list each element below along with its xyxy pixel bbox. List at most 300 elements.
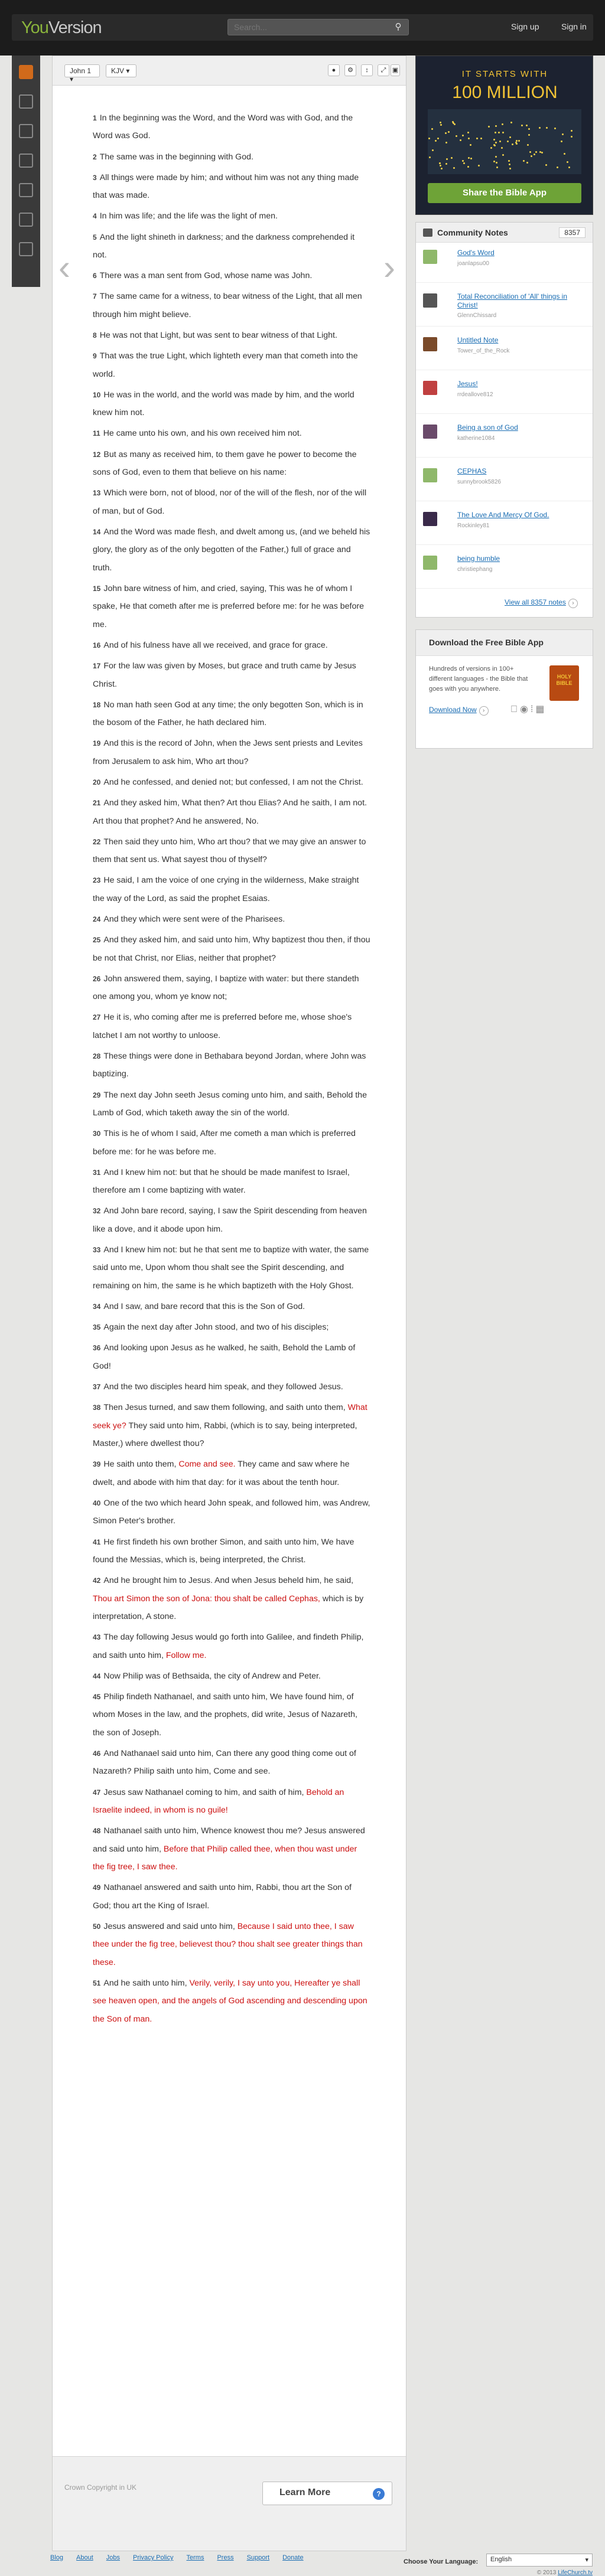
verse-number: 2 (93, 152, 97, 161)
map-dot (523, 160, 525, 162)
verse-text: The same came for a witness, to bear witness of the Light, that all men through him might believe. (93, 292, 362, 319)
reader-footer (53, 2456, 406, 2551)
view-all-notes-link[interactable] (505, 598, 578, 608)
verse-35[interactable] (93, 1318, 370, 1336)
map-dot (495, 142, 497, 143)
map-dot (467, 132, 469, 133)
avatar (423, 250, 437, 264)
verse-50[interactable] (93, 1918, 370, 1971)
verse-43[interactable] (93, 1628, 370, 1664)
verse-18[interactable] (93, 696, 370, 732)
footer-link-donate[interactable]: Donate (282, 2554, 304, 2561)
apple-icon (510, 704, 520, 714)
map-dot (546, 127, 548, 129)
verse-text: Nathanael saith unto him, Whence knowest thou me? Jesus answered and said unto him, (93, 1826, 365, 1854)
map-dot (516, 143, 518, 145)
platform-icons (510, 703, 547, 715)
verse-number: 46 (93, 1749, 101, 1758)
blackberry-icon: ⁞ (521, 704, 526, 714)
verse-42[interactable] (93, 1572, 370, 1625)
verse-text: He came unto his own, and his own received him not. (103, 429, 302, 439)
map-dot (476, 138, 478, 139)
note-item[interactable] (416, 286, 593, 327)
verse-34[interactable] (93, 1298, 370, 1315)
verse-text: Jesus saw Nathanael coming to him, and saith of him, (103, 1787, 307, 1797)
share-icon[interactable]: ▣ (391, 64, 400, 76)
map-dot (508, 160, 510, 162)
verse-30[interactable] (93, 1125, 370, 1161)
learn-more-button[interactable] (262, 2482, 392, 2505)
verse-text: And Nathanael said unto him, Can there any good thing come out of Nazareth? Philip saith unto him, Come and see. (93, 1748, 356, 1777)
note-title[interactable]: Untitled Note (457, 336, 499, 344)
verse-text: And they which were sent were of the Pharisees. (103, 914, 285, 924)
verse-number: 33 (93, 1246, 101, 1255)
verse-number: 40 (93, 1498, 101, 1507)
top-bar-inner (12, 14, 593, 41)
verse-40[interactable] (93, 1494, 370, 1530)
map-dot (441, 168, 443, 169)
map-dot (478, 165, 480, 166)
map-dot (453, 167, 455, 169)
verse-number: 31 (93, 1168, 101, 1177)
map-dot (528, 134, 530, 136)
verse-number: 37 (93, 1383, 101, 1392)
verse-28[interactable] (93, 1047, 370, 1083)
verse-number: 10 (93, 390, 101, 399)
verse-number: 25 (93, 936, 101, 945)
verse-number: 51 (93, 1978, 101, 1987)
verse-text: The day following Jesus would go forth into Galilee, and findeth Philip, and saith unto him, (93, 1633, 364, 1660)
verse-number: 35 (93, 1323, 101, 1332)
verse-text: And the Word was made flesh, and dwelt among us, (and we beheld his glory, the glory as of the only begotten of the Father,) full of grace and truth. (93, 527, 370, 573)
map-dot (502, 123, 503, 125)
youversion-logo[interactable] (21, 18, 102, 38)
map-dot (509, 168, 511, 169)
map-dot (445, 163, 447, 165)
verse-text: which is by interpretation, A stone. (93, 1594, 364, 1621)
verse-5[interactable] (93, 228, 370, 265)
live-icon[interactable] (19, 213, 33, 227)
verse-number: 7 (93, 292, 97, 301)
verse-number: 49 (93, 1883, 101, 1892)
videos-icon[interactable] (19, 124, 33, 138)
verse-7[interactable] (93, 288, 370, 324)
map-dot (568, 166, 570, 168)
map-dot (571, 136, 573, 138)
verse-20[interactable] (93, 773, 370, 791)
download-now-label: Download Now (429, 706, 477, 714)
verse-17[interactable] (93, 657, 370, 693)
verse-number: 18 (93, 700, 101, 709)
note-title[interactable]: CEPHAS (457, 467, 487, 475)
settings-icon[interactable]: ⚙ (344, 64, 356, 76)
verse-text: And looking upon Jesus as he walked, he saith, Behold the Lamb of God! (93, 1343, 356, 1371)
verse-41[interactable] (93, 1533, 370, 1569)
note-item[interactable] (416, 374, 593, 414)
verse-number: 19 (93, 739, 101, 748)
map-dot (557, 166, 558, 168)
verse-number: 24 (93, 915, 101, 923)
verse-text: One of the two which heard John speak, and followed him, was Andrew, Simon Peter's brother. (93, 1498, 370, 1526)
verse-text: There was a man sent from God, whose name was John. (99, 271, 313, 281)
verse-text: These things were done in Bethabara beyond Jordan, where John was baptizing. (93, 1052, 366, 1079)
verse-text: Again the next day after John stood, and two of his disciples; (103, 1323, 329, 1333)
map-dot (439, 162, 441, 164)
verse-number: 23 (93, 876, 101, 885)
verse-44[interactable] (93, 1667, 370, 1685)
verse-number: 42 (93, 1576, 101, 1585)
notes-icon (423, 228, 432, 237)
footer-link-press[interactable]: Press (217, 2554, 234, 2561)
words-of-jesus: What seek ye? (93, 1403, 367, 1431)
sign-up-link[interactable]: Sign up (511, 22, 539, 31)
map-dot (498, 132, 500, 133)
bible-icon[interactable] (19, 65, 33, 79)
note-user: sunnybrook5826 (457, 479, 501, 485)
map-dot (440, 124, 442, 126)
share-bible-app-button[interactable]: Share the Bible App (428, 183, 581, 203)
notes-count-badge: 8357 (559, 227, 586, 238)
promo-line1: IT STARTS WITH (461, 69, 548, 79)
map-dot (502, 132, 504, 133)
note-item[interactable] (416, 461, 593, 501)
verse-number: 30 (93, 1129, 101, 1138)
community-notes-panel (415, 222, 593, 618)
verse-number: 27 (93, 1013, 101, 1022)
footer-link-jobs[interactable]: Jobs (106, 2554, 121, 2561)
verse-9[interactable] (93, 347, 370, 383)
footer-link-blog[interactable]: Blog (50, 2554, 64, 2561)
verse-text: And the two disciples heard him speak, and they followed Jesus. (103, 1382, 343, 1392)
verse-text: Which were born, not of blood, nor of the will of the flesh, nor of the will of man, but of God. (93, 488, 367, 516)
version-select[interactable]: KJV ▾ (106, 64, 136, 77)
verse-number: 20 (93, 778, 101, 786)
verse-number: 36 (93, 1344, 101, 1353)
map-dot (468, 138, 470, 139)
verse-text: They came and saw where he dwelt, and abode with him that day: for it was about the tenth hour. (93, 1460, 350, 1487)
map-dot (480, 138, 482, 139)
map-dot (495, 125, 497, 127)
verse-text: John bare witness of him, and cried, saying, This was he of whom I spake, He that cometh after me is preferred before me: for he was before me. (93, 583, 364, 629)
logo-version: Version (48, 18, 102, 37)
verse-39[interactable] (93, 1455, 370, 1491)
map-dot (460, 139, 461, 141)
verse-6[interactable] (93, 267, 370, 285)
verse-number: 41 (93, 1537, 101, 1546)
community-notes-header (416, 223, 593, 243)
question-icon: ? (373, 2488, 385, 2500)
verse-21[interactable] (93, 794, 370, 830)
map-dot (429, 156, 431, 158)
chapter-text (93, 109, 370, 2031)
world-map-dots (428, 109, 581, 174)
verse-text: And he confessed, and denied not; but confessed, I am not the Christ. (103, 777, 363, 787)
verse-number: 44 (93, 1671, 101, 1680)
verse-text: And I saw, and bare record that this is the Son of God. (103, 1302, 305, 1312)
avatar (423, 293, 437, 308)
verse-number: 12 (93, 450, 101, 459)
plans-icon[interactable] (19, 94, 33, 109)
verse-text: Now Philip was of Bethsaida, the city of Andrew and Peter. (103, 1671, 321, 1681)
version-select-value: KJV (111, 67, 125, 75)
map-dot (456, 135, 457, 137)
words-of-jesus: Come and see. (178, 1460, 236, 1470)
footer-link-about[interactable]: About (76, 2554, 93, 2561)
verse-text: He it is, who coming after me is preferred before me, whose shoe's latchet I am not worthy to unloose. (93, 1013, 352, 1040)
fullscreen-icon[interactable]: ⤢ (378, 64, 389, 76)
verse-text: And I knew him not: but that he should be made manifest to Israel, therefore am I come baptizing with water. (93, 1167, 350, 1196)
verse-36[interactable] (93, 1339, 370, 1375)
verse-number: 45 (93, 1692, 101, 1701)
words-of-jesus: Thou art Simon the son of Jona: thou shalt be called Cephas, (93, 1594, 320, 1604)
map-dot (488, 126, 490, 128)
avatar (423, 381, 437, 395)
promo-line2: 100 MILLION (452, 83, 558, 102)
verse-49[interactable] (93, 1879, 370, 1915)
verse-text: And they asked him, What then? Art thou Elias? And he saith, I am not. Art thou that prophet? And he answered, No. (93, 798, 367, 826)
verse-text: The next day John seeth Jesus coming unto him, and saith, Behold the Lamb of God, which taketh away the sin of the world. (93, 1090, 367, 1118)
verse-26[interactable] (93, 970, 370, 1006)
verse-text: And they asked him, and said unto him, Why baptizest thou then, if thou be not that Christ, nor Elias, neither that prophet? (93, 935, 370, 963)
map-dot (495, 132, 496, 133)
map-dot (440, 165, 441, 166)
verse-number: 17 (93, 662, 101, 671)
verse-number: 8 (93, 331, 97, 340)
map-dot (529, 151, 531, 153)
avatar (423, 556, 437, 570)
verse-text: Then said they unto him, Who art thou? that we may give an answer to them that sent us. What sayest thou of thyself? (93, 837, 366, 865)
parallel-icon[interactable]: ↕ (361, 64, 373, 76)
map-dot (448, 131, 450, 133)
verse-1[interactable] (93, 109, 370, 145)
prev-chapter-arrow[interactable]: ‹ (58, 247, 70, 287)
learn-more-label: Learn More (279, 2487, 331, 2497)
verse-text: All things were made by him; and without him was not any thing made that was made. (93, 172, 359, 201)
search-icon[interactable]: ⚲ (395, 22, 402, 32)
map-dot (496, 166, 498, 168)
map-dot (470, 158, 472, 159)
verse-48[interactable] (93, 1822, 370, 1876)
footer-link-privacy-policy[interactable]: Privacy Policy (133, 2554, 174, 2561)
map-dot (431, 128, 433, 130)
map-dot (445, 142, 447, 143)
verse-15[interactable] (93, 580, 370, 634)
book-select-value: John 1 (70, 67, 92, 75)
map-dot (501, 147, 503, 149)
verse-text: In him was life; and the life was the light of men. (99, 211, 278, 221)
verse-text: Jesus answered and said unto him, (103, 1921, 238, 1931)
sign-in-link[interactable]: Sign in (561, 22, 587, 31)
map-dot (554, 128, 556, 129)
language-select[interactable] (486, 2554, 593, 2567)
note-item[interactable] (416, 330, 593, 370)
verse-14[interactable] (93, 523, 370, 577)
verse-text: They said unto him, Rabbi, (which is to say, being interpreted, Master,) where dwellest thou? (93, 1421, 357, 1449)
verse-number: 50 (93, 1922, 101, 1931)
verse-number: 16 (93, 641, 101, 649)
verse-2[interactable] (93, 148, 370, 166)
verse-text: And the light shineth in darkness; and the darkness comprehended it not. (93, 232, 355, 260)
verse-19[interactable] (93, 734, 370, 770)
verse-text: Philip findeth Nathanael, and saith unto him, We have found him, of whom Moses in the law, and the prophets, did write, Jesus of Nazareth, the son of Joseph. (93, 1692, 357, 1738)
verse-number: 22 (93, 837, 101, 846)
map-dot (539, 151, 541, 153)
language-select-value: English (490, 2556, 512, 2563)
note-user: Rockinley81 (457, 523, 490, 529)
chevron-down-icon: ▾ (585, 2557, 588, 2564)
verse-number: 21 (93, 799, 101, 808)
book-select[interactable]: John 1 ▾ (64, 64, 100, 77)
note-title[interactable]: being humble (457, 554, 500, 563)
map-dot (531, 155, 532, 157)
verse-text: And I knew him not: but he that sent me to baptize with water, the same said unto me, Upon whom thou shalt see the Spirit descending, and remaining on him, the same is he which baptizeth with the Holy Ghost. (93, 1245, 369, 1291)
verse-text: He first findeth his own brother Simon, and saith unto him, We have found the Messias, which is, being interpreted, the Christ. (93, 1537, 354, 1565)
download-description: Hundreds of versions in 100+ different languages - the Bible that goes with you anywhere. (429, 665, 528, 693)
map-dot (495, 156, 497, 158)
note-item[interactable] (416, 548, 593, 589)
verse-text: He was not that Light, but was sent to bear witness of that Light. (99, 331, 337, 341)
map-dot (440, 122, 441, 123)
verse-number: 39 (93, 1460, 101, 1469)
verse-text: For the law was given by Moses, but grace and truth came by Jesus Christ. (93, 661, 356, 689)
note-user: christiephang (457, 566, 493, 573)
mobile-icon[interactable] (19, 242, 33, 256)
verse-text: But as many as received him, to them gave he power to become the sons of God, even to them that believe on his name: (93, 449, 357, 478)
audio-icon[interactable]: ● (328, 64, 340, 76)
verse-11[interactable] (93, 425, 370, 442)
verse-number: 5 (93, 233, 97, 241)
map-dot (462, 160, 464, 162)
verse-37[interactable] (93, 1378, 370, 1396)
verse-46[interactable] (93, 1745, 370, 1781)
verse-13[interactable] (93, 484, 370, 520)
avatar (423, 337, 437, 351)
verse-33[interactable] (93, 1241, 370, 1295)
verse-24[interactable] (93, 910, 370, 928)
verse-38[interactable] (93, 1399, 370, 1452)
verse-text: He said, I am the voice of one crying in the wilderness, Make straight the way of the Lord, as said the prophet Esaias. (93, 876, 359, 903)
words-of-jesus: Behold an Israelite indeed, in whom is no guile! (93, 1787, 344, 1815)
map-dot (493, 144, 495, 146)
verse-29[interactable] (93, 1086, 370, 1122)
search-input[interactable] (227, 19, 409, 35)
map-dot (437, 138, 439, 139)
verse-51[interactable] (93, 1974, 370, 2028)
map-dot (493, 161, 495, 162)
map-dot (446, 158, 448, 160)
note-item[interactable] (416, 243, 593, 283)
note-title[interactable]: Jesus! (457, 380, 478, 388)
view-all-label: View all 8357 notes (505, 598, 566, 606)
verse-text: And he saith unto him, (103, 1978, 190, 1988)
note-item[interactable] (416, 505, 593, 545)
verse-text: That was the true Light, which lighteth every man that cometh into the world. (93, 351, 358, 379)
bookmarks-icon[interactable] (19, 154, 33, 168)
map-dot (512, 143, 513, 145)
verse-32[interactable] (93, 1202, 370, 1238)
verse-text: He was in the world, and the world was made by him, and the world knew him not. (93, 390, 354, 418)
verse-number: 47 (93, 1788, 101, 1797)
verse-10[interactable] (93, 386, 370, 422)
map-dot (518, 140, 520, 142)
map-dot (528, 128, 530, 130)
map-dot (499, 141, 501, 142)
verse-16[interactable] (93, 636, 370, 654)
verse-4[interactable] (93, 207, 370, 225)
language-label: Choose Your Language: (404, 2558, 479, 2565)
verse-12[interactable] (93, 446, 370, 482)
verse-text: John answered them, saying, I baptize with water: but there standeth one among you, whom ye know not; (93, 974, 359, 1002)
lifechurch-link[interactable]: LifeChurch.tv (558, 2570, 593, 2576)
avatar (423, 468, 437, 482)
next-chapter-arrow[interactable]: › (383, 247, 395, 287)
note-user: GlennChissard (457, 312, 497, 319)
map-dot (470, 144, 471, 146)
footer-link-support[interactable]: Support (246, 2554, 270, 2561)
verse-number: 9 (93, 352, 97, 361)
verse-45[interactable] (93, 1688, 370, 1742)
windows-icon: ▦ (526, 704, 538, 714)
note-title[interactable]: Being a son of God (457, 423, 518, 432)
map-dot (463, 162, 465, 164)
verse-27[interactable] (93, 1008, 370, 1044)
verse-22[interactable] (93, 833, 370, 869)
map-dot (435, 140, 437, 142)
promo-banner[interactable] (415, 55, 593, 215)
map-dot (526, 125, 528, 126)
verse-31[interactable] (93, 1164, 370, 1200)
note-user: joanlapsu00 (457, 260, 489, 267)
note-user: rrdeallove812 (457, 391, 493, 398)
arrow-right-icon: › (568, 599, 578, 608)
map-dot (507, 141, 509, 142)
footer-copyright (486, 2570, 593, 2576)
download-now-link[interactable] (429, 706, 489, 716)
verse-number: 43 (93, 1633, 101, 1642)
words-of-jesus: Follow me. (165, 1650, 207, 1660)
note-title[interactable]: God's Word (457, 249, 495, 257)
verse-text: The same was in the beginning with God. (99, 152, 253, 162)
verse-25[interactable] (93, 931, 370, 967)
verse-text: In the beginning was the Word, and the Word was with God, and the Word was God. (93, 113, 353, 141)
footer-copyright-year: © 2013 (536, 2570, 557, 2576)
footer-links (50, 2554, 317, 2561)
verse-3[interactable] (93, 169, 370, 205)
footer-link-terms[interactable]: Terms (186, 2554, 204, 2561)
verse-23[interactable] (93, 871, 370, 907)
verse-number: 15 (93, 584, 101, 593)
map-dot (462, 135, 464, 136)
map-dot (541, 152, 543, 154)
map-dot (510, 122, 512, 123)
left-sidebar (12, 55, 40, 287)
note-title[interactable]: The Love And Mercy Of God. (457, 511, 549, 519)
note-title[interactable]: Total Reconciliation of 'All' things in Christ! (457, 292, 568, 309)
verse-number: 13 (93, 489, 101, 498)
verse-text: And this is the record of John, when the Jews sent priests and Levites from Jerusalem to ask him, Who art thou? (93, 739, 363, 766)
notes-icon[interactable] (19, 183, 33, 197)
bible-reader (52, 55, 406, 2551)
holy-bible-book-image: HOLY BIBLE (549, 665, 579, 701)
map-dot (545, 164, 547, 166)
verse-text: This is he of whom I said, After me cometh a man which is preferred before me: for he was before me. (93, 1129, 356, 1157)
verse-number: 6 (93, 272, 97, 280)
map-dot (432, 149, 434, 151)
verse-8[interactable] (93, 327, 370, 344)
verse-47[interactable] (93, 1784, 370, 1820)
note-item[interactable] (416, 417, 593, 458)
verse-text: And he brought him to Jesus. And when Jesus beheld him, he said, (103, 1576, 354, 1586)
